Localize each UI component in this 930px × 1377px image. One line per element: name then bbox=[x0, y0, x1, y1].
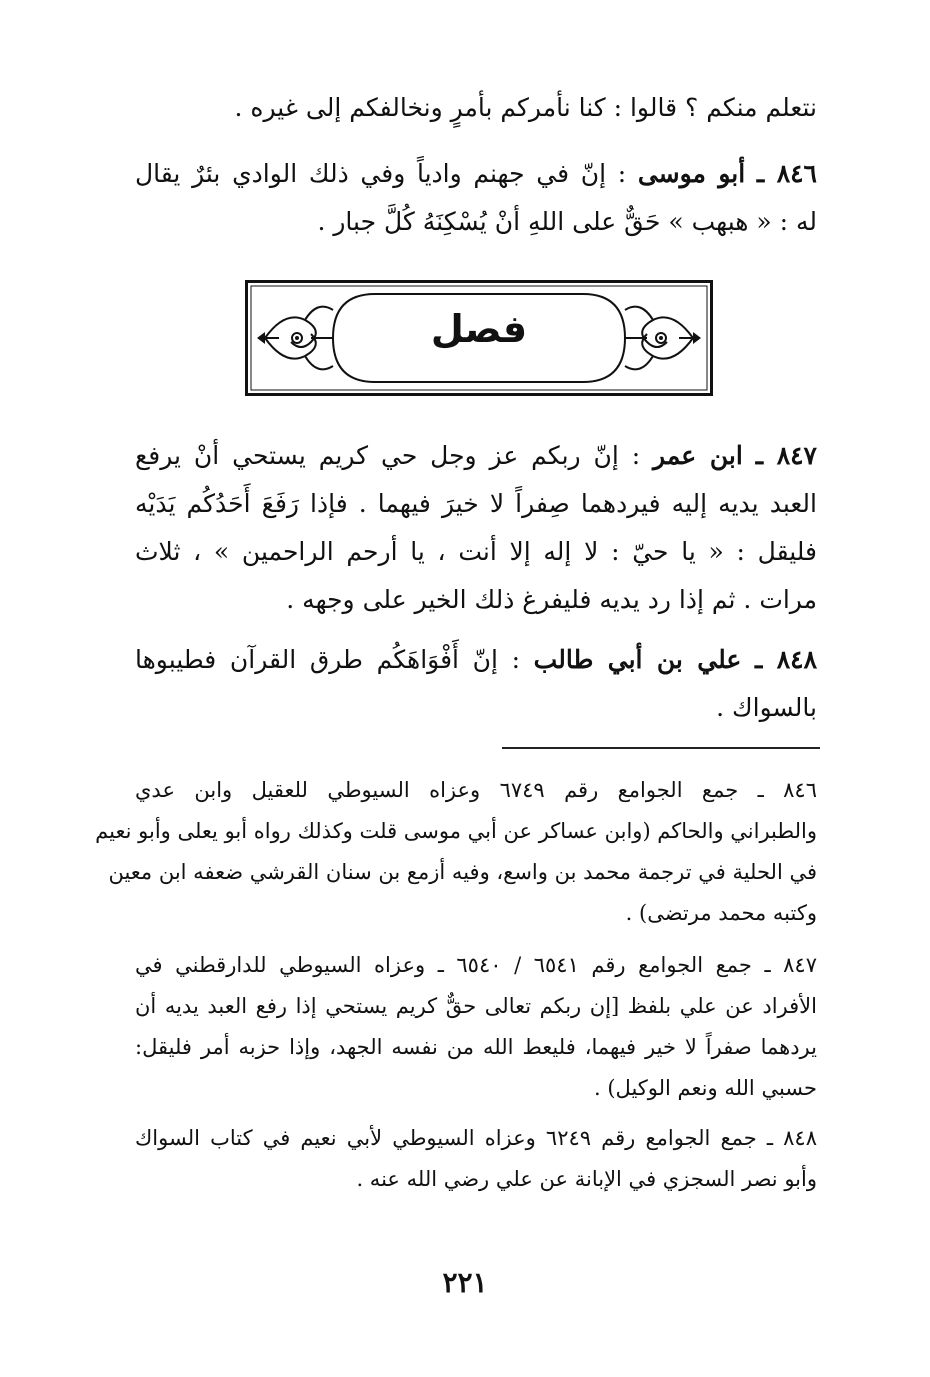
page-number: ٢٢١ bbox=[442, 1266, 488, 1299]
text-line: بالسواك . bbox=[716, 693, 817, 722]
text-line: نتعلم منكم ؟ قالوا : كنا نأمركم بأمرٍ ونخالفكم إلى غيره . bbox=[234, 93, 817, 122]
narrator-name: ابن عمر bbox=[653, 441, 743, 470]
section-heading: فصل bbox=[430, 307, 528, 351]
text-line: فليقل : « يا حيّ : لا إله إلا أنت ، يا أرحم الراحمين » ، ثلاث bbox=[135, 537, 817, 566]
footnote-line: الأفراد عن علي بلفظ [إن ربكم تعالى حقٌّ كريم يستحي إذا رفع العبد يديه أن bbox=[135, 994, 817, 1018]
entry-text: : إنّ أَفْوَاهَكُم طرق القرآن فطيبوها bbox=[135, 645, 521, 674]
footnote-line: ٨٤٦ ـ جمع الجوامع رقم ٦٧٤٩ وعزاه السيوطي للعقيل وابن عدي bbox=[135, 778, 817, 802]
entry-text: : إنّ في جهنم وادياً وفي ذلك الوادي بئرٌ يقال bbox=[135, 159, 627, 188]
footnote-line: وكتبه محمد مرتضى) . bbox=[625, 901, 817, 925]
footnote-line: وأبو نصر السجزي في الإبانة عن علي رضي الله عنه . bbox=[356, 1167, 817, 1191]
footnote-separator bbox=[502, 747, 820, 749]
text-line bbox=[135, 432, 817, 480]
narrator-name: أبو موسى bbox=[637, 159, 746, 188]
text-line: له : « هبهب » حَقٌّ على اللهِ أنْ يُسْكِنَهُ كُلَّ جبار . bbox=[317, 207, 817, 236]
footnote-846 bbox=[95, 770, 817, 934]
narrator-name: علي بن أبي طالب bbox=[533, 645, 742, 674]
entry-number: ٨٤٨ ـ bbox=[754, 645, 818, 674]
continuation-text bbox=[135, 84, 817, 132]
text-line bbox=[135, 150, 817, 198]
entry-text: : إنّ ربكم عز وجل حي كريم يستحي أنْ يرفع bbox=[135, 441, 641, 470]
hadith-entry-846 bbox=[135, 150, 817, 246]
section-heading-banner bbox=[245, 280, 713, 396]
footnote-line: حسبي الله ونعم الوكيل) . bbox=[594, 1076, 817, 1100]
footnote-line: ٨٤٨ ـ جمع الجوامع رقم ٦٢٤٩ وعزاه السيوطي لأبي نعيم في كتاب السواك bbox=[135, 1126, 817, 1150]
text-line bbox=[135, 636, 817, 684]
footnote-848 bbox=[135, 1118, 817, 1200]
entry-number: ٨٤٧ ـ bbox=[755, 441, 817, 470]
footnote-line: ٨٤٧ ـ جمع الجوامع رقم ٦٥٤١ / ٦٥٤٠ ـ وعزاه السيوطي للدارقطني في bbox=[135, 953, 817, 977]
footnote-line: والطبراني والحاكم (وابن عساكر عن أبي موسى قلت وكذلك رواه أبو يعلى وأبو نعيم bbox=[95, 819, 817, 843]
hadith-entry-847 bbox=[135, 432, 817, 624]
footnote-line: يردهما صفراً لا خير فيهما، فليعط الله من نفسه الجهد، وإذا حزبه أمر فليقل: bbox=[135, 1035, 817, 1059]
text-line: العبد يديه إليه فيردهما صِفراً لا خيرَ فيهما . فإذا رَفَعَ أَحَدُكُم يَدَيْه bbox=[135, 489, 817, 518]
text-line: مرات . ثم إذا رد يديه فليفرغ ذلك الخير على وجهه . bbox=[286, 585, 817, 614]
footnote-line: في الحلية في ترجمة محمد بن واسع، وفيه أزمع بن سنان القرشي ضعفه ابن معين bbox=[108, 860, 817, 884]
hadith-entry-848 bbox=[135, 636, 817, 732]
entry-number: ٨٤٦ ـ bbox=[756, 159, 817, 188]
footnote-847 bbox=[135, 945, 817, 1109]
